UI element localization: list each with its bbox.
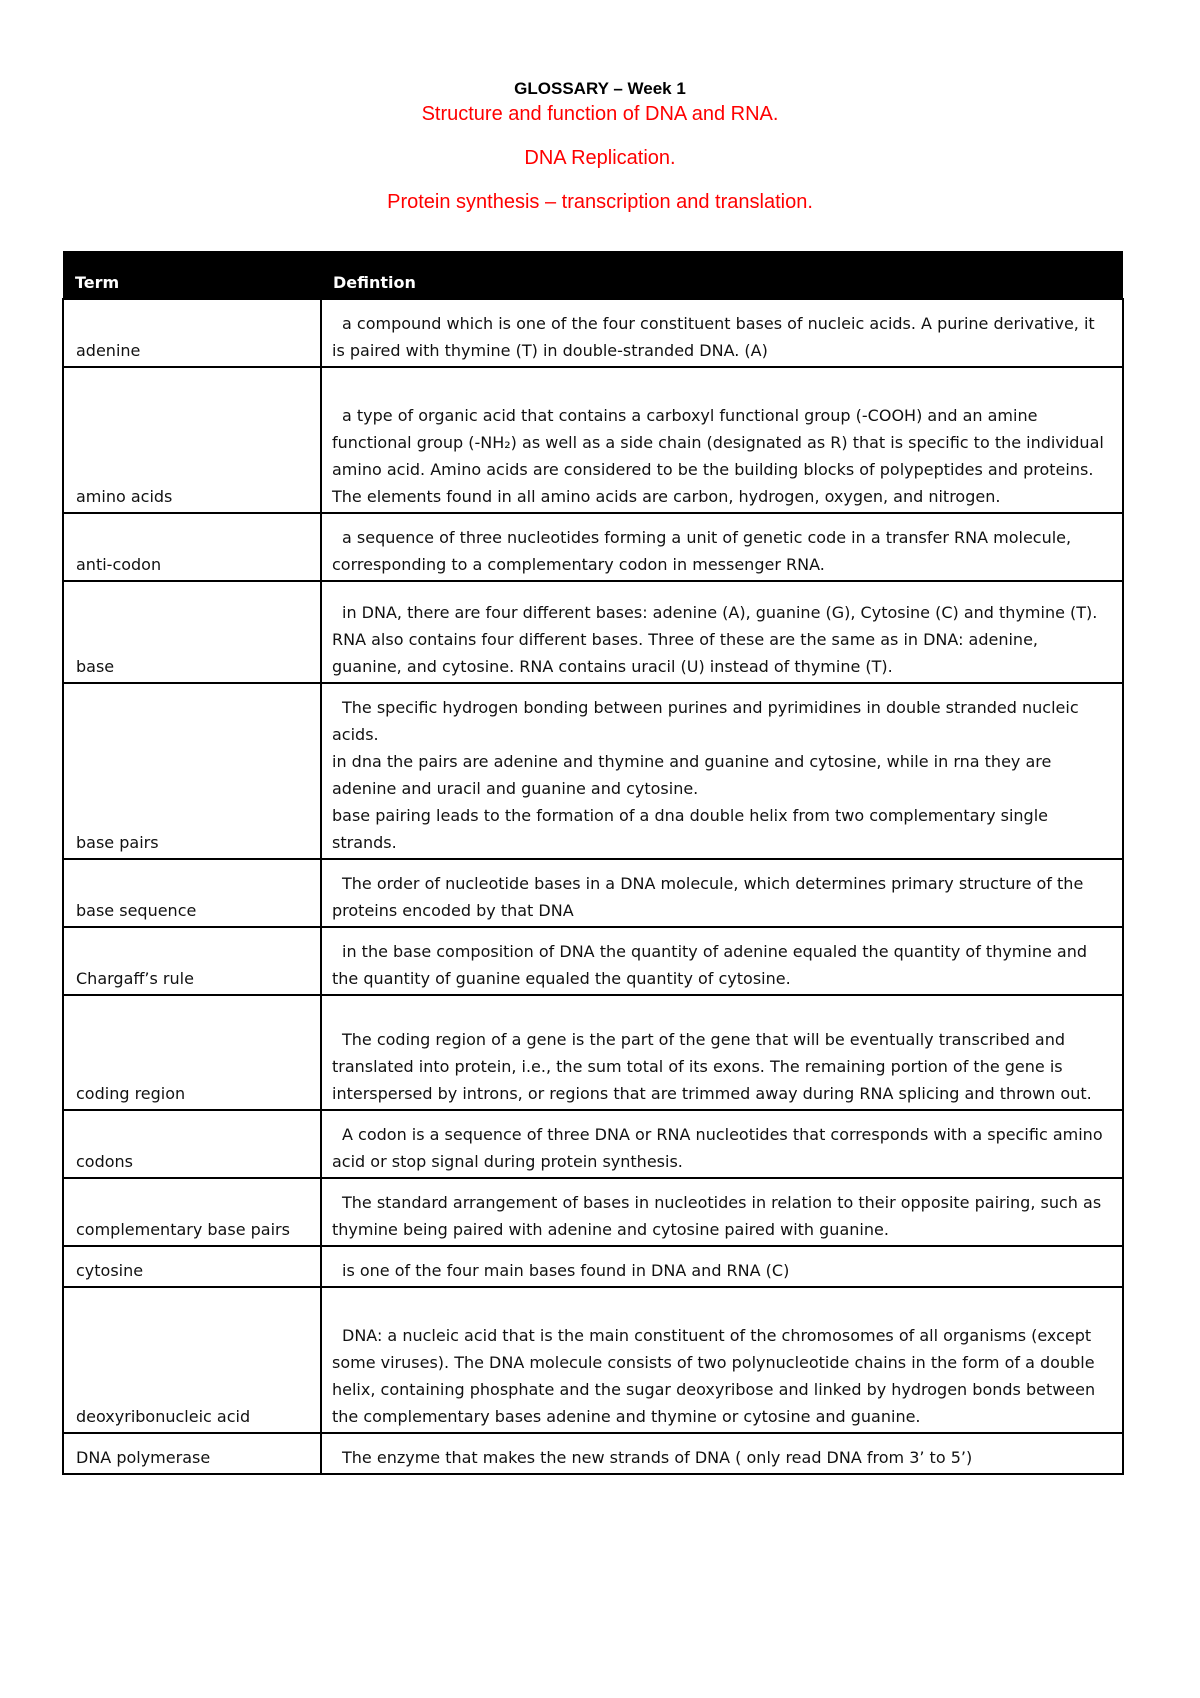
definition-text: is one of the four main bases found in DNA and RNA (C): [342, 1261, 790, 1280]
term-cell: adenine: [63, 299, 321, 367]
glossary-table-header: [63, 251, 1123, 299]
term-cell: base: [63, 581, 321, 683]
definition-text: in the base composition of DNA the quantity of adenine equaled the quantity of thymine and the quantity of guanine equaled the quantity of cytosine.: [332, 942, 1088, 988]
column-header-term: Term: [63, 251, 321, 299]
term-cell: Chargaff’s rule: [63, 927, 321, 995]
definition-cell: [321, 581, 1123, 683]
definition-text: a compound which is one of the four constituent bases of nucleic acids. A purine derivative, it is paired with thymine (T) in double-stranded DNA. (A): [332, 314, 1095, 360]
term-cell: cytosine: [63, 1246, 321, 1287]
table-row: [63, 513, 1123, 581]
term-cell: complementary base pairs: [63, 1178, 321, 1246]
document-title: GLOSSARY – Week 1: [514, 79, 686, 98]
definition-text: a sequence of three nucleotides forming a unit of genetic code in a transfer RNA molecule, corresponding to a complementary codon in messenger RNA.: [332, 528, 1072, 574]
term-cell: base pairs: [63, 683, 321, 859]
subtitle-structure-function: Structure and function of DNA and RNA.: [421, 103, 779, 125]
definition-text: A codon is a sequence of three DNA or RNA nucleotides that corresponds with a specific amino acid or stop signal during protein synthesis.: [332, 1125, 1103, 1171]
subtitle-dna-replication: DNA Replication.: [524, 147, 676, 169]
definition-cell: [321, 1433, 1123, 1474]
table-row: [63, 581, 1123, 683]
definition-cell: [321, 1178, 1123, 1246]
table-row: [63, 1178, 1123, 1246]
definition-cell: [321, 927, 1123, 995]
glossary-table: [62, 251, 1124, 1475]
definition-text: in DNA, there are four different bases: adenine (A), guanine (G), Cytosine (C) and thymine (T). RNA also contains four different bases. Three of these are the same as in DNA: adenine, guanine, and cytosine. RNA contains uracil (U) instead of thymine (T).: [332, 603, 1098, 676]
definition-cell: [321, 299, 1123, 367]
term-cell: base sequence: [63, 859, 321, 927]
header-row: [63, 251, 1123, 299]
definition-text: The standard arrangement of bases in nucleotides in relation to their opposite pairing, such as thymine being paired with adenine and cytosine paired with guanine.: [332, 1193, 1102, 1239]
definition-cell: [321, 995, 1123, 1110]
definition-text: The order of nucleotide bases in a DNA molecule, which determines primary structure of the proteins encoded by that DNA: [332, 874, 1084, 920]
term-cell: coding region: [63, 995, 321, 1110]
table-row: [63, 859, 1123, 927]
document-header: [0, 78, 1200, 214]
definition-text: The specific hydrogen bonding between purines and pyrimidines in double stranded nucleic acids.: [332, 698, 1079, 744]
term-cell: deoxyribonucleic acid: [63, 1287, 321, 1433]
definition-cell: [321, 513, 1123, 581]
definition-text: a type of organic acid that contains a carboxyl functional group (-COOH) and an amine functional group (-NH₂) as well as a side chain (designated as R) that is specific to the individual amino acid. Amino acids are considered to be the building blocks of polypeptides and proteins. The elements found in all amino acids are carbon, hydrogen, oxygen, and nitrogen.: [332, 406, 1104, 506]
table-row: [63, 1110, 1123, 1178]
definition-cell: [321, 367, 1123, 513]
definition-cell: [321, 683, 1123, 859]
term-cell: amino acids: [63, 367, 321, 513]
definition-text: The coding region of a gene is the part of the gene that will be eventually transcribed and translated into protein, i.e., the sum total of its exons. The remaining portion of the gene is interspersed by introns, or regions that are trimmed away during RNA splicing and thrown out.: [332, 1030, 1092, 1103]
glossary-table-body: [63, 299, 1123, 1474]
term-cell: anti-codon: [63, 513, 321, 581]
definition-cell: [321, 859, 1123, 927]
table-row: [63, 1246, 1123, 1287]
definition-cell: [321, 1287, 1123, 1433]
definition-text: base pairing leads to the formation of a dna double helix from two complementary single strands.: [332, 806, 1048, 852]
subtitle-protein-synthesis: Protein synthesis – transcription and translation.: [387, 191, 813, 213]
definition-cell: [321, 1110, 1123, 1178]
column-header-definition: Defintion: [321, 251, 1123, 299]
table-row: [63, 299, 1123, 367]
table-row: [63, 1287, 1123, 1433]
table-row: [63, 367, 1123, 513]
definition-text: The enzyme that makes the new strands of DNA ( only read DNA from 3’ to 5’): [342, 1448, 973, 1467]
table-row: [63, 683, 1123, 859]
term-cell: codons: [63, 1110, 321, 1178]
table-row: [63, 1433, 1123, 1474]
table-row: [63, 927, 1123, 995]
term-cell: DNA polymerase: [63, 1433, 321, 1474]
definition-cell: [321, 1246, 1123, 1287]
definition-text: DNA: a nucleic acid that is the main constituent of the chromosomes of all organisms (except some viruses). The DNA molecule consists of two polynucleotide chains in the form of a double helix, containing phosphate and the sugar deoxyribose and linked by hydrogen bonds between the complementary bases adenine and thymine or cytosine and guanine.: [332, 1326, 1096, 1426]
table-row: [63, 995, 1123, 1110]
definition-text: in dna the pairs are adenine and thymine and guanine and cytosine, while in rna they are adenine and uracil and guanine and cytosine.: [332, 752, 1052, 798]
